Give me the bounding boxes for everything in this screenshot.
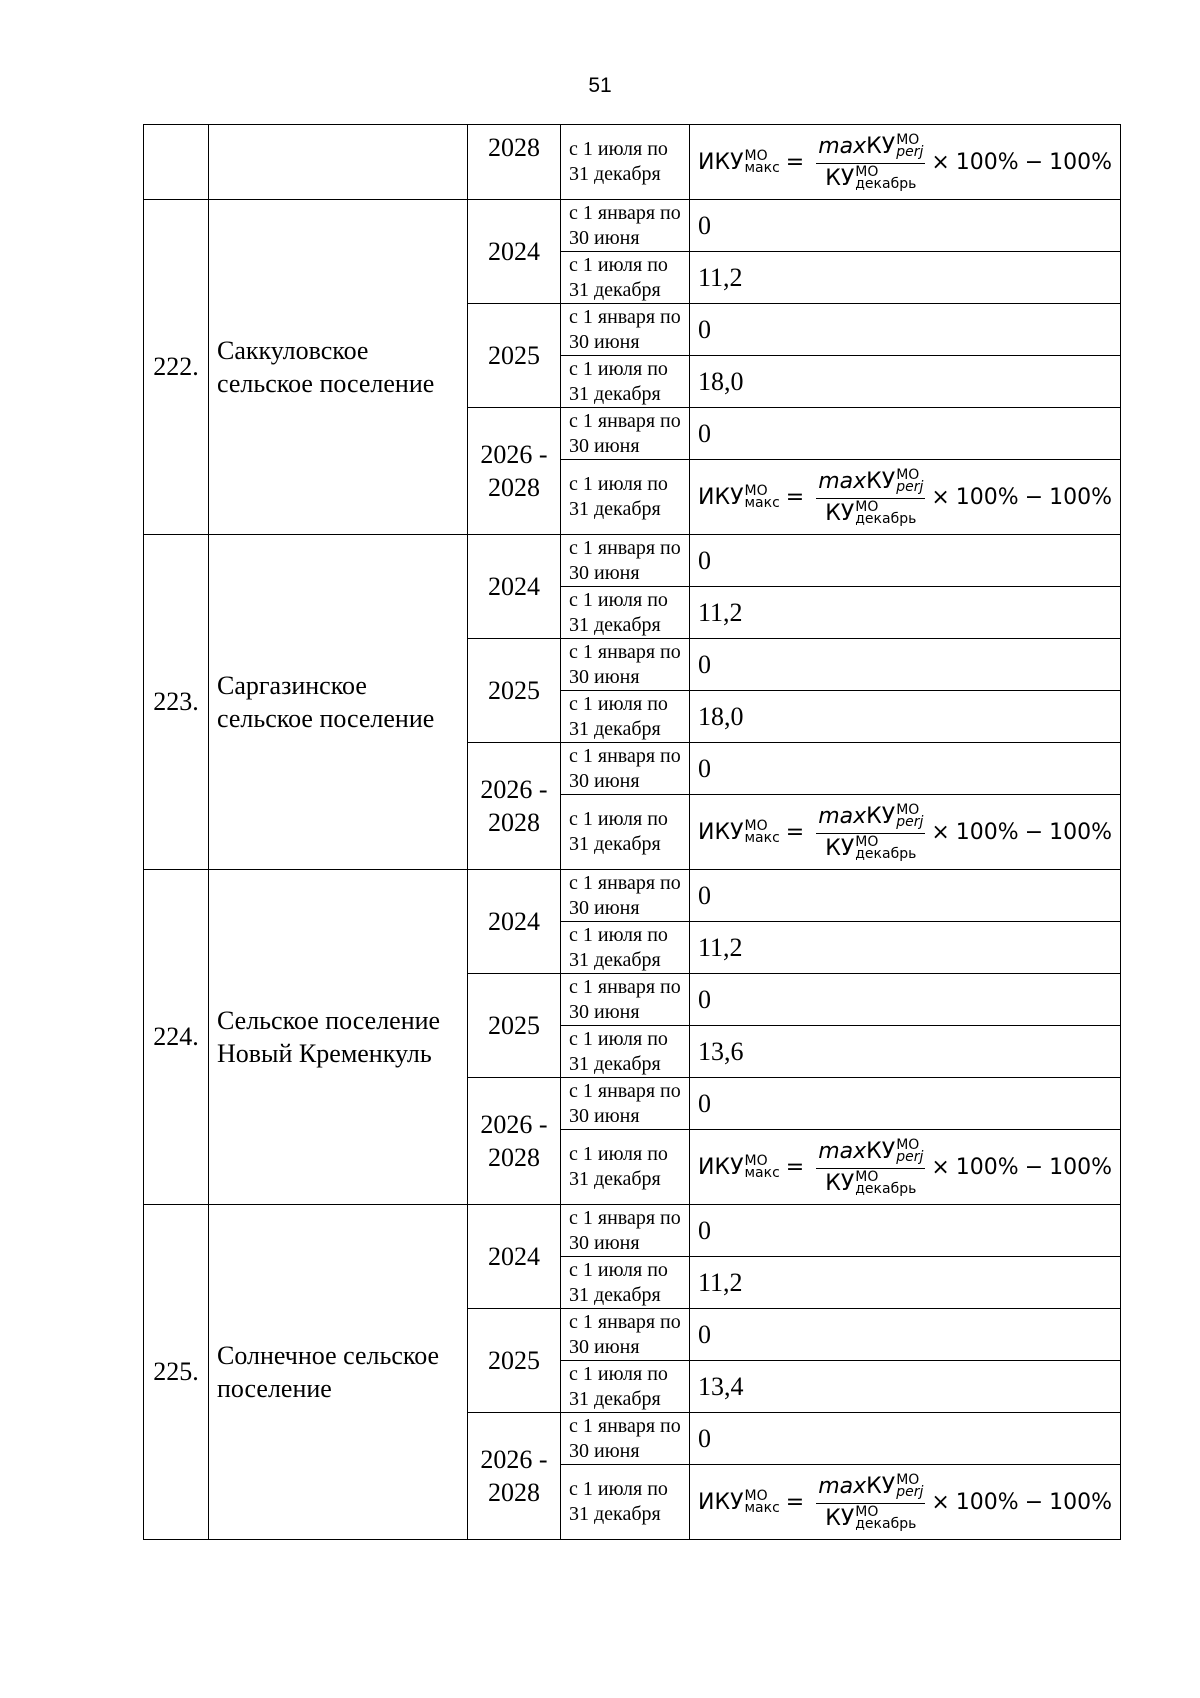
table-row: [144, 125, 1121, 200]
value-cell: 0: [690, 200, 1121, 252]
formula-lhs-sub: макс: [744, 830, 780, 846]
formula-fraction: [816, 469, 925, 526]
formula-num-ku: КУ: [866, 803, 896, 829]
formula-den-sub: декабрь: [855, 176, 917, 192]
formula-max: max: [818, 133, 867, 159]
formula-lhs: ИКУ: [698, 819, 744, 845]
formula-lhs-sub: макс: [744, 1165, 780, 1181]
period-cell: с 1 января по 30 июня: [561, 408, 690, 460]
year-cell: 2024: [468, 870, 561, 974]
formula-pct2: 100%: [1049, 819, 1113, 845]
formula-den-sub: декабрь: [855, 1181, 917, 1197]
period-cell: с 1 июля по 31 декабря: [561, 1026, 690, 1078]
value-cell: 0: [690, 1078, 1121, 1130]
period-cell: с 1 июля по 31 декабря: [561, 1465, 690, 1540]
formula-num-sub: perj: [896, 1149, 924, 1165]
formula-max: max: [818, 803, 867, 829]
formula-denominator: [825, 1169, 916, 1196]
period-cell: с 1 июля по 31 декабря: [561, 460, 690, 535]
formula-pct1: 100%: [955, 819, 1019, 845]
value-cell: 0: [690, 535, 1121, 587]
formula-num-sub: perj: [896, 144, 924, 160]
year-cell: 2025: [468, 304, 561, 408]
period-cell: с 1 июля по 31 декабря: [561, 125, 690, 200]
period-cell: с 1 июля по 31 декабря: [561, 1130, 690, 1205]
value-cell: 11,2: [690, 922, 1121, 974]
formula-numerator: [816, 1139, 925, 1169]
formula-fraction: [816, 804, 925, 861]
year-cell: 2026 - 2028: [468, 1078, 561, 1205]
year-cell: 2025: [468, 1309, 561, 1413]
period-cell: с 1 января по 30 июня: [561, 1413, 690, 1465]
formula-times: ×: [931, 149, 950, 175]
formula-eq: =: [785, 484, 805, 510]
formula-pct2: 100%: [1049, 149, 1113, 175]
row-number-cell: 224.: [144, 870, 209, 1205]
formula-numerator: [816, 134, 925, 164]
formula-numerator: [816, 804, 925, 834]
formula-den-ku: КУ: [825, 500, 855, 526]
settlement-name-cell: Солнечное сельское поселение: [209, 1205, 468, 1540]
period-cell: с 1 января по 30 июня: [561, 535, 690, 587]
formula-denominator: [825, 834, 916, 861]
year-cell: 2024: [468, 200, 561, 304]
formula: [698, 469, 1120, 526]
period-cell: с 1 января по 30 июня: [561, 304, 690, 356]
formula-den-sup: МО: [855, 834, 879, 850]
page-number: 51: [588, 74, 612, 97]
period-cell: с 1 июля по 31 декабря: [561, 1361, 690, 1413]
period-cell: с 1 июля по 31 декабря: [561, 356, 690, 408]
formula-times: ×: [931, 1489, 950, 1515]
formula-lhs-sup: МО: [744, 483, 768, 499]
period-cell: с 1 января по 30 июня: [561, 1078, 690, 1130]
year-cell: 2028: [468, 125, 561, 200]
formula-pct1: 100%: [955, 1489, 1019, 1515]
formula-eq: =: [785, 1489, 805, 1515]
formula-num-sub: perj: [896, 479, 924, 495]
row-number-cell: [144, 125, 209, 200]
period-cell: с 1 июля по 31 декабря: [561, 1257, 690, 1309]
formula-lhs-sup: МО: [744, 1153, 768, 1169]
value-cell: 11,2: [690, 1257, 1121, 1309]
period-cell: с 1 января по 30 июня: [561, 974, 690, 1026]
period-cell: с 1 января по 30 июня: [561, 743, 690, 795]
formula-den-sup: МО: [855, 499, 879, 515]
formula-pct1: 100%: [955, 1154, 1019, 1180]
year-cell: 2026 - 2028: [468, 1413, 561, 1540]
year-cell: 2025: [468, 974, 561, 1078]
row-number-cell: 225.: [144, 1205, 209, 1540]
formula-lhs: ИКУ: [698, 149, 744, 175]
formula-eq: =: [785, 1154, 805, 1180]
value-cell: 11,2: [690, 252, 1121, 304]
formula: [698, 1474, 1120, 1531]
row-number-cell: 222.: [144, 200, 209, 535]
table-row: [144, 535, 1121, 587]
formula-num-sup: МО: [896, 1137, 920, 1153]
formula-denominator: [825, 164, 916, 191]
formula-lhs-sub: макс: [744, 495, 780, 511]
formula-minus: −: [1024, 484, 1044, 510]
formula-den-sup: МО: [855, 1504, 879, 1520]
formula-num-sup: МО: [896, 1472, 920, 1488]
formula-num-ku: КУ: [866, 468, 896, 494]
formula-pct2: 100%: [1049, 1489, 1113, 1515]
formula-den-ku: КУ: [825, 835, 855, 861]
formula-max: max: [818, 468, 867, 494]
formula-num-sub: perj: [896, 814, 924, 830]
settlement-name-cell: Саргазинское сельское поселение: [209, 535, 468, 870]
table-row: [144, 1205, 1121, 1257]
formula-den-sup: МО: [855, 1169, 879, 1185]
formula-minus: −: [1024, 1489, 1044, 1515]
formula-times: ×: [931, 819, 950, 845]
period-cell: с 1 января по 30 июня: [561, 200, 690, 252]
period-cell: с 1 января по 30 июня: [561, 1309, 690, 1361]
value-cell: 11,2: [690, 587, 1121, 639]
formula-minus: −: [1024, 149, 1044, 175]
period-cell: с 1 июля по 31 декабря: [561, 691, 690, 743]
year-cell: 2024: [468, 1205, 561, 1309]
formula-cell: [690, 1130, 1121, 1205]
formula-den-sub: декабрь: [855, 511, 917, 527]
period-cell: с 1 июля по 31 декабря: [561, 252, 690, 304]
formula-pct2: 100%: [1049, 1154, 1113, 1180]
value-cell: 18,0: [690, 356, 1121, 408]
tariff-table: [143, 124, 1121, 1540]
value-cell: 13,6: [690, 1026, 1121, 1078]
year-cell: 2024: [468, 535, 561, 639]
value-cell: 0: [690, 408, 1121, 460]
formula-max: max: [818, 1138, 867, 1164]
formula-num-ku: КУ: [866, 133, 896, 159]
formula-max: max: [818, 1473, 867, 1499]
formula-num-ku: КУ: [866, 1138, 896, 1164]
value-cell: 0: [690, 639, 1121, 691]
formula-lhs: ИКУ: [698, 1154, 744, 1180]
formula-num-ku: КУ: [866, 1473, 896, 1499]
value-cell: 0: [690, 974, 1121, 1026]
formula-lhs-sub: макс: [744, 160, 780, 176]
formula: [698, 804, 1120, 861]
formula-minus: −: [1024, 1154, 1044, 1180]
value-cell: 0: [690, 1205, 1121, 1257]
settlement-name-cell: Сельское поселение Новый Кременкуль: [209, 870, 468, 1205]
formula-num-sub: perj: [896, 1484, 924, 1500]
value-cell: 18,0: [690, 691, 1121, 743]
formula-eq: =: [785, 819, 805, 845]
formula-numerator: [816, 1474, 925, 1504]
value-cell: 0: [690, 304, 1121, 356]
formula-den-ku: КУ: [825, 165, 855, 191]
formula-den-sup: МО: [855, 164, 879, 180]
value-cell: 0: [690, 1413, 1121, 1465]
formula-times: ×: [931, 1154, 950, 1180]
formula-pct1: 100%: [955, 149, 1019, 175]
formula-cell: [690, 795, 1121, 870]
formula-denominator: [825, 499, 916, 526]
year-cell: 2026 - 2028: [468, 743, 561, 870]
formula-fraction: [816, 1139, 925, 1196]
formula-minus: −: [1024, 819, 1044, 845]
period-cell: с 1 июля по 31 декабря: [561, 795, 690, 870]
period-cell: с 1 января по 30 июня: [561, 639, 690, 691]
formula-pct1: 100%: [955, 484, 1019, 510]
formula-pct2: 100%: [1049, 484, 1113, 510]
formula-numerator: [816, 469, 925, 499]
formula-cell: [690, 1465, 1121, 1540]
period-cell: с 1 июля по 31 декабря: [561, 922, 690, 974]
formula-num-sup: МО: [896, 467, 920, 483]
formula-eq: =: [785, 149, 805, 175]
formula-den-ku: КУ: [825, 1505, 855, 1531]
period-cell: с 1 января по 30 июня: [561, 1205, 690, 1257]
value-cell: 0: [690, 1309, 1121, 1361]
formula-den-ku: КУ: [825, 1170, 855, 1196]
formula-denominator: [825, 1504, 916, 1531]
formula-lhs-sup: МО: [744, 818, 768, 834]
formula-cell: [690, 125, 1121, 200]
formula: [698, 134, 1120, 191]
formula-cell: [690, 460, 1121, 535]
formula-lhs-sub: макс: [744, 1500, 780, 1516]
year-cell: 2025: [468, 639, 561, 743]
period-cell: с 1 июля по 31 декабря: [561, 587, 690, 639]
table-row: [144, 200, 1121, 252]
formula-num-sup: МО: [896, 802, 920, 818]
value-cell: 0: [690, 870, 1121, 922]
period-cell: с 1 января по 30 июня: [561, 870, 690, 922]
formula: [698, 1139, 1120, 1196]
value-cell: 13,4: [690, 1361, 1121, 1413]
table-row: [144, 870, 1121, 922]
formula-lhs: ИКУ: [698, 1489, 744, 1515]
row-number-cell: 223.: [144, 535, 209, 870]
formula-den-sub: декабрь: [855, 1516, 917, 1532]
value-cell: 0: [690, 743, 1121, 795]
formula-lhs-sup: МО: [744, 148, 768, 164]
formula-fraction: [816, 134, 925, 191]
formula-fraction: [816, 1474, 925, 1531]
settlement-name-cell: Саккуловское сельское поселение: [209, 200, 468, 535]
settlement-name-cell: [209, 125, 468, 200]
formula-lhs-sup: МО: [744, 1488, 768, 1504]
year-cell: 2026 - 2028: [468, 408, 561, 535]
formula-times: ×: [931, 484, 950, 510]
formula-den-sub: декабрь: [855, 846, 917, 862]
formula-lhs: ИКУ: [698, 484, 744, 510]
formula-num-sup: МО: [896, 132, 920, 148]
